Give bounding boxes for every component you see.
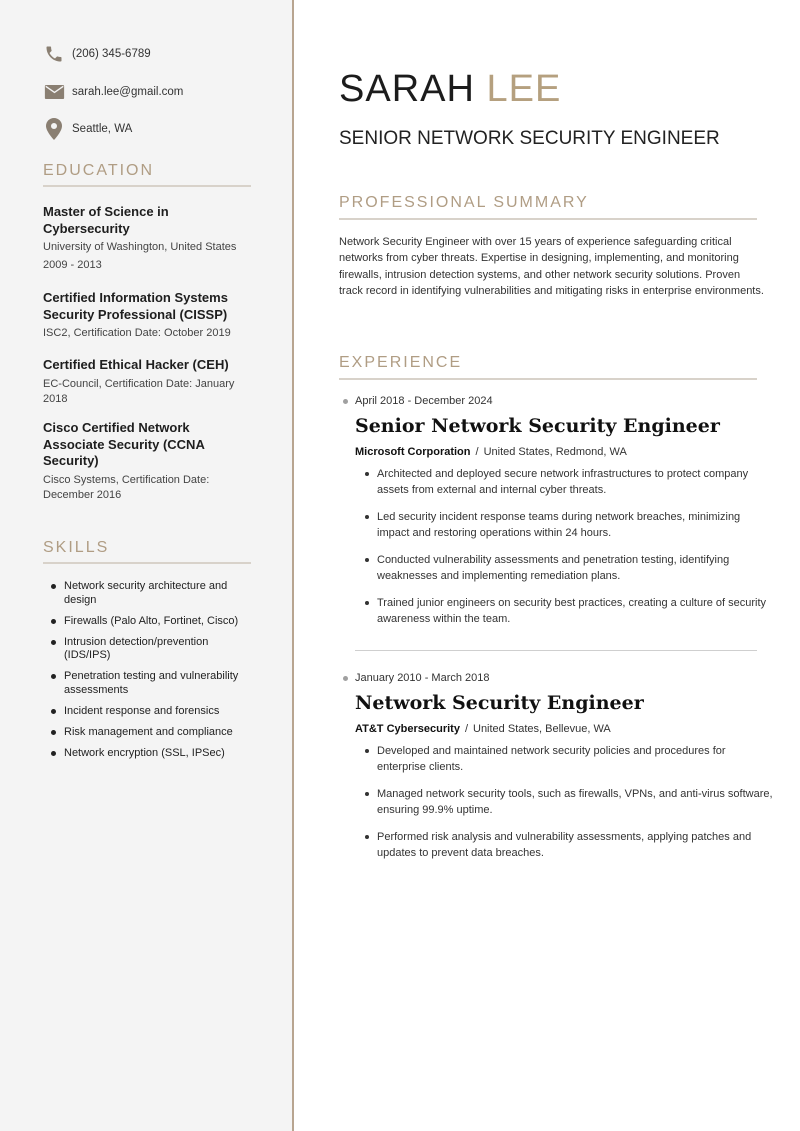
job-dates-text: January 2010 - March 2018 [355,672,490,684]
skill-item: Penetration testing and vulnerability assessments [50,670,255,697]
job-dates [343,395,493,407]
job-company [355,446,627,458]
education-heading: EDUCATION [43,162,251,187]
degree-institution: University of Washington, United States [43,241,237,253]
phone-icon [43,43,65,65]
map-pin-icon [43,118,65,140]
company-name: AT&T Cybersecurity [355,723,460,735]
company-location: United States, Redmond, WA [483,446,627,458]
timeline-dot-icon [343,399,348,404]
contact-phone [43,43,151,65]
skills-heading: SKILLS [43,539,251,564]
email-address: sarah.lee@gmail.com [72,86,184,98]
job-role-title: SENIOR NETWORK SECURITY ENGINEER [339,128,720,149]
skill-item: Network security architecture and design [50,580,255,607]
skill-item: Intrusion detection/prevention (IDS/IPS) [50,636,255,663]
skill-item: Risk management and compliance [50,726,255,740]
last-name: LEE [486,68,562,110]
job-dates [343,672,490,684]
skills-list [50,580,255,768]
envelope-icon [43,81,65,103]
job-bullet: Developed and maintained network security policies and procedures for enterprise clients. [365,743,775,775]
education-item [43,420,251,503]
education-item [43,204,251,273]
degree-institution: Cisco Systems, Certification Date: December 2016 [43,473,210,501]
job-bullets [365,466,775,638]
job-bullet: Performed risk analysis and vulnerability assessments, applying patches and updates to prevent data breaches. [365,829,775,861]
skill-item: Firewalls (Palo Alto, Fortinet, Cisco) [50,615,255,629]
degree-title: Cisco Certified Network Associate Security (CCNA Security) [43,420,205,468]
job-bullet: Trained junior engineers on security best practices, creating a culture of security awareness within the team. [365,595,775,627]
degree-title: Certified Ethical Hacker (CEH) [43,357,229,372]
job-title: Network Security Engineer [355,692,644,714]
phone-number: (206) 345-6789 [72,48,151,60]
education-item [43,290,251,341]
job-title: Senior Network Security Engineer [355,415,720,437]
company-location: United States, Bellevue, WA [473,723,611,735]
first-name: SARAH [339,68,475,110]
company-name: Microsoft Corporation [355,446,471,458]
location-text: Seattle, WA [72,123,133,135]
degree-institution: EC-Council, Certification Date: January 2018 [43,377,235,405]
job-dates-text: April 2018 - December 2024 [355,395,493,407]
skill-item: Network encryption (SSL, IPSec) [50,747,255,761]
skill-item: Incident response and forensics [50,705,255,719]
job-company [355,723,611,735]
contact-email [43,81,183,103]
job-bullet: Led security incident response teams during network breaches, minimizing impact and restoring operations within 24 hours. [365,509,775,541]
job-bullet: Conducted vulnerability assessments and penetration testing, identifying weaknesses and implementing remediation plans. [365,552,775,584]
degree-title: Master of Science in Cybersecurity [43,204,169,236]
summary-text: Network Security Engineer with over 15 years of experience safeguarding critical networks from cyber threats. Expertise in designing, implementing, and monitoring firewalls, intrusion detection systems, and other network security solutions. Proven track record in identifying vulnerabilities and mitigating risks in enterprise environments. [339,236,764,297]
candidate-name [339,68,561,111]
job-bullet: Architected and deployed secure network infrastructures to protect company assets from external and internal cyber threats. [365,466,775,498]
experience-heading: EXPERIENCE [339,354,757,380]
company-separator: / [475,446,479,458]
education-item [43,357,251,407]
job-bullet: Managed network security tools, such as firewalls, VPNs, and anti-virus software, ensuring 99.9% uptime. [365,786,775,818]
degree-institution: ISC2, Certification Date: October 2019 [43,327,231,339]
timeline-dot-icon [343,676,348,681]
job-divider [355,650,757,651]
company-separator: / [464,723,468,735]
degree-dates: 2009 - 2013 [43,259,102,271]
summary-heading: PROFESSIONAL SUMMARY [339,194,757,220]
sidebar [0,0,294,1131]
job-bullets [365,743,775,872]
contact-location [43,118,132,140]
degree-title: Certified Information Systems Security Professional (CISSP) [43,290,228,322]
main-content [296,0,800,1131]
